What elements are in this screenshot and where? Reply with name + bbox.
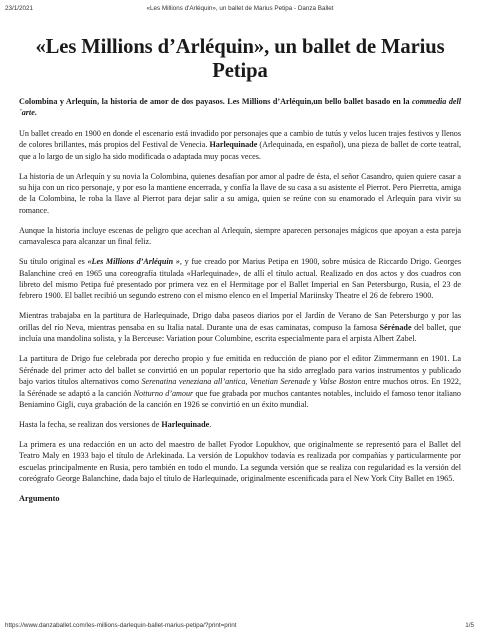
paragraph-text: entre muchos otros. En 1922, la Sérénade se adaptó a la canción	[19, 377, 461, 398]
paragraph-bold: Harlequinade	[209, 140, 258, 150]
paragraph-text: , y fue creado por Marius Petipa en 1900, sobre música de Riccardo Drigo. Georges Balanchine creó en 1965 una coreografía titulada «Harlequinade», de allí el título actual. Realizado en dos actos y dos cuadros con libreto del mismo Petipa fué presentado por primera vez en el Hermitage por el Ballet Imperial en San Petersburgo, Rusia, el 23 de febrero 1900. El ballet recibió un segundo estreno con el mismo elenco en el Imperial Mariinsky Theatre el 26 de febrero 1900.	[19, 257, 461, 301]
page-url: https://www.danzaballet.com/les-millions-darlequin-ballet-marius-petipa/?print=print	[5, 622, 237, 629]
paragraph-text: Hasta la fecha, se realizan dos versiones de	[19, 419, 162, 429]
paragraph-italic: Notturno d’amour	[133, 388, 194, 398]
paragraph-bold: Sérénade	[379, 322, 412, 332]
paragraph-italic: Valse Boston	[319, 377, 362, 387]
paragraph-italic: Serenatina veneziana all’antica, Venetian Serenade	[141, 377, 311, 387]
article	[19, 35, 461, 504]
paragraph-4	[19, 256, 461, 302]
paragraph-3: Aunque la historia incluye escenas de peligro que acechan al Arlequín, siempre aparecen personajes mágicos que apoyan a esta pareja carnavalesca para alcanzar un final feliz.	[19, 225, 461, 247]
lead-text: Colombina y Arlequín, la historia de amor de dos payasos. Les Millions d’Arléquin,un bello ballet basado en la	[19, 97, 413, 106]
paragraph-text: Un ballet creado en 1900 en donde el escenario está invadido por personajes que a cambio de tutús y velos lucen trajes festivos y llenos de colores brillantes, más propios del Festival de Venecia.	[19, 128, 461, 150]
section-heading: Argumento	[19, 494, 60, 504]
paragraph-2: La historia de un Arlequín y su novia la Colombina, quienes desafían por amor al padre de ésta, el señor Casandro, quien quiere casar a su hija con un rico personaje, y por eso la mantiene encerrada, y confía la llave de su casa a su asistente el Pierrot. Pero Pierretta, amiga de la Colombina, le roba la llave al Pierrot para dejar salir a su amiga, quien se reúne con su enamorado el Arlequín para vivir su romance.	[19, 171, 461, 215]
paragraph-text: del ballet, que incluía una mandolina solista, y la Berceuse: Variation pour Columbine, escrita especialmente para el arpista Albert Zabel.	[19, 322, 461, 344]
paragraph-1	[19, 128, 461, 162]
print-page-title: «Les Millions d'Arléquin», un ballet de Marius Petipa - Danza Ballet	[146, 5, 334, 12]
paragraph-8: La primera es una redacción en un acto del maestro de ballet Fyodor Lopukhov, que originalmente se representó para el Ballet del Teatro Maly en 1933 bajo el título de Arlekinada. La versión de Lopukhov todavía es realizada por compañías y particularmente por escuelas principalmente en Rusia, pero también en todo el mundo. La segunda versión que se realiza con regularidad es la versión del coreógrafo George Balanchine, dada bajo el título de Harlequinade, originalmente escenificada para el New York City Ballet en 1965.	[19, 439, 461, 484]
lead-text-end: .	[34, 108, 37, 118]
article-lead	[19, 96, 461, 119]
paragraph-text: La partitura de Drigo fue celebrada por derecho propio y fue emitida en reducción de piano por el editor Zimmermann en 1901. La Sérénade del primer acto del ballet se convirtió en un popular repertorio que ha sido arreglado para varios instrumentos y publicado bajo varios títulos alternativos como	[19, 354, 461, 387]
lead-emphasis: commedia dell´arte	[19, 97, 461, 118]
paragraph-text: que fue grabada por muchos cantantes notables, incluido el famoso tenor italiano Beniamino Gigli, cuya grabación de la canción en 1926 se convirtió en un éxito mundial.	[19, 388, 461, 409]
print-header	[0, 5, 480, 17]
paragraph-text: Su título original es	[19, 257, 88, 267]
print-date: 23/1/2021	[5, 5, 34, 12]
paragraph-bold-italic: «Les Millions d’Arléquin »	[87, 257, 180, 267]
paragraph-bold: Harlequinade	[161, 419, 210, 429]
article-title: «Les Millions d’Arléquin», un ballet de Marius Petipa	[35, 36, 445, 82]
print-footer	[0, 622, 480, 632]
paragraph-text: y	[310, 377, 320, 387]
paragraph-text: .	[209, 419, 212, 429]
paragraph-5	[19, 310, 461, 344]
page-number: 1/5	[465, 622, 474, 629]
paragraph-text: Mientras trabajaba en la partitura de Harlequinade, Drigo daba paseos diarios por el Jardín de Verano de San Petersburgo y por las orillas del río Neva, mientras pensaba en su Italia natal. Durante una de esas caminatas, compuso la famosa	[19, 311, 461, 332]
paragraph-text: (Arlequinada, en español), una pieza de ballet de corte teatral, que a lo largo de un siglo ha sido modificada o adaptada muy pocas veces.	[19, 140, 461, 161]
paragraph-7	[19, 419, 461, 430]
paragraph-6	[19, 353, 461, 410]
